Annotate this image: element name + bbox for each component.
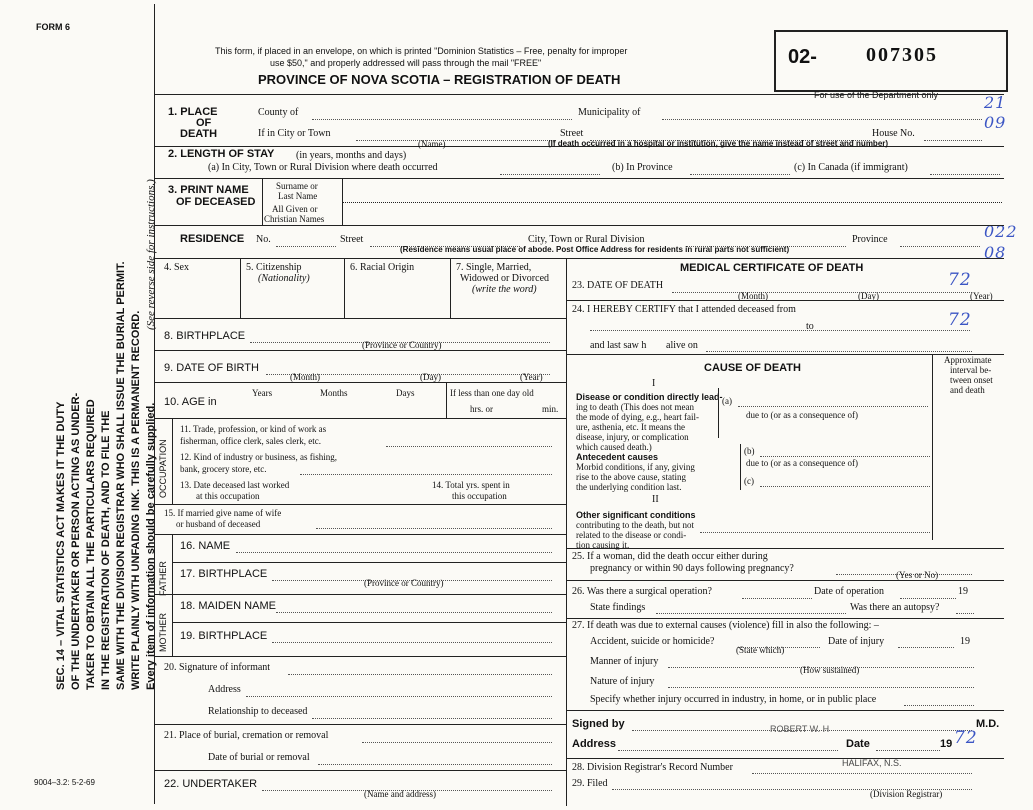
death-year-value: 72 xyxy=(948,270,972,290)
dob-year-caption: (Year) xyxy=(520,372,543,382)
dob-day-caption: (Day) xyxy=(420,372,441,382)
other-conditions-label-2: contributing to the death, but not xyxy=(576,520,694,530)
surname-label: Surname or xyxy=(276,181,318,191)
accident-label: Accident, suicide or homicide? xyxy=(590,636,715,647)
pregnancy-label: 25. If a woman, did the death occur either during xyxy=(572,551,768,562)
manner-label: Manner of injury xyxy=(590,656,659,667)
sidebar-text-3: TAKER TO OBTAIN ALL THE PARTICULARS REQUIRED xyxy=(85,399,97,690)
industry-label-2: bank, grocery store, etc. xyxy=(180,464,267,474)
mother-side-label: MOTHER xyxy=(158,613,168,652)
racial-origin-label: 6. Racial Origin xyxy=(350,262,415,273)
citizenship-label: 5. Citizenship xyxy=(246,262,302,273)
place-label: 1. PLACE xyxy=(168,106,218,118)
last-worked-label: 13. Date deceased last worked xyxy=(180,480,290,490)
occupation-side-label: OCCUPATION xyxy=(158,439,168,498)
surname-label-2: Last Name xyxy=(278,191,318,201)
death-month-caption: (Month) xyxy=(738,291,768,301)
birthplace-caption: (Province or Country) xyxy=(362,340,442,350)
mail-notice-2: use $50," and properly addressed will pass through the mail "FREE" xyxy=(270,58,542,68)
cause-b-due-to-label: due to (or as a consequence of) xyxy=(746,458,858,468)
disease-label-5: disease, injury, or complication xyxy=(576,432,689,442)
disease-label: Disease or condition directly lead- xyxy=(576,392,723,402)
footer-code: 9004–3.2: 5-2-69 xyxy=(34,778,95,787)
sidebar-text-2: OF THE UNDERTAKER OR PERSON ACTING AS UNDER- xyxy=(70,392,82,690)
hospital-note: (If death occurred in a hospital or institution, give the name instead of street and number) xyxy=(548,139,889,148)
industry-label: 12. Kind of industry or business, as fishing, xyxy=(180,452,337,462)
other-conditions-label: Other significant conditions xyxy=(576,510,696,520)
antecedent-label-4: the underlying condition last. xyxy=(576,482,682,492)
father-name-label: 16. NAME xyxy=(180,540,231,552)
sidebar-text-8: (See reverse side for instructions.) xyxy=(145,179,157,330)
residence-province-label: Province xyxy=(852,234,888,245)
interval-label-4: and death xyxy=(950,385,985,395)
sidebar-text-4: IN THE REGISTRATION OF DEATH, AND TO FILE THE xyxy=(100,410,112,690)
filed-label: 29. Filed xyxy=(572,778,608,789)
md-label: M.D. xyxy=(976,718,1000,730)
marital-label-2: Widowed or Divorced xyxy=(460,273,550,284)
medical-address-label: Address xyxy=(572,738,617,750)
interval-label-2: interval be- xyxy=(950,365,992,375)
undertaker-caption: (Name and address) xyxy=(364,789,436,799)
age-years-label: Years xyxy=(252,388,273,398)
sign-year-value: 72 xyxy=(954,728,978,748)
part-one-label: I xyxy=(652,378,656,389)
disease-label-6: which caused death.) xyxy=(576,442,652,452)
municipality-label: Municipality of xyxy=(578,107,641,118)
surgical-label: 26. Was there a surgical operation? xyxy=(572,586,712,597)
certify-label: 24. I HEREBY CERTIFY that I attended deceased from xyxy=(572,304,796,315)
cause-a-due-to-label: due to (or as a consequence of) xyxy=(746,410,858,420)
injury-century: 19 xyxy=(960,636,970,647)
disease-label-4: ure, asthenia, etc. It means the xyxy=(576,422,685,432)
death-day-caption: (Day) xyxy=(858,291,879,301)
frame-left xyxy=(154,4,155,804)
undertaker-label: 22. UNDERTAKER xyxy=(164,778,258,790)
stay-label: 2. LENGTH OF STAY xyxy=(168,148,275,160)
other-conditions-label-3: related to the disease or condi- xyxy=(576,530,687,540)
stay-sub-label: (in years, months and days) xyxy=(296,150,407,161)
father-birthplace-label: 17. BIRTHPLACE xyxy=(180,568,268,580)
death-year-caption: (Year) xyxy=(970,291,993,301)
minutes-label: min. xyxy=(542,404,559,414)
residence-no-label: No. xyxy=(256,234,271,245)
sidebar-text-6: WRITE PLAINLY WITH UNFADING INK. THIS IS A PERMANENT RECORD. xyxy=(130,310,142,690)
dept-code-3: 022 xyxy=(984,222,1018,241)
trade-label: 11. Trade, profession, or kind of work as xyxy=(180,424,327,434)
marital-label-3: (write the word) xyxy=(472,284,537,295)
informant-label: 20. Signature of informant xyxy=(164,662,271,673)
department-use-label: For use of the Department only xyxy=(814,90,939,100)
disease-label-2: ing to death (This does not mean xyxy=(576,402,694,412)
dept-code-1: 21 xyxy=(984,93,1007,112)
alive-on-label: alive on xyxy=(666,340,698,351)
medical-certificate-title: MEDICAL CERTIFICATE OF DEATH xyxy=(680,262,864,274)
marital-label: 7. Single, Married, xyxy=(456,262,532,273)
last-saw-label: and last saw h xyxy=(590,340,647,351)
stay-city-label: (a) In City, Town or Rural Division where death occurred xyxy=(208,162,438,173)
state-which-caption: (State which) xyxy=(736,645,785,655)
age-label: 10. AGE in xyxy=(164,396,217,408)
part-two-label: II xyxy=(652,494,659,505)
dept-code-2: 09 xyxy=(984,113,1007,132)
nature-label: Nature of injury xyxy=(590,676,655,687)
sidebar-text-5: SAME WITH THE DIVISION REGISTRAR WHO SHALL ISSUE THE BURIAL PERMIT. xyxy=(115,261,127,690)
sign-century: 19 xyxy=(940,738,953,750)
dob-label: 9. DATE OF BIRTH xyxy=(164,362,259,374)
spouse-label-2: or husband of deceased xyxy=(176,519,261,529)
specify-label: Specify whether injury occurred in industry, in home, or in public place xyxy=(590,694,877,705)
signed-by-label: Signed by xyxy=(572,718,625,730)
sidebar-text-7: Every item of information should be carefully supplied. xyxy=(145,402,157,690)
relationship-label: Relationship to deceased xyxy=(208,706,308,717)
print-name-label: 3. PRINT NAME xyxy=(168,184,249,196)
attend-year-value: 72 xyxy=(948,310,972,330)
spouse-label: 15. If married give name of wife xyxy=(164,508,282,518)
nationality-label: (Nationality) xyxy=(258,273,310,284)
dept-code-4: 08 xyxy=(984,243,1007,262)
medical-divider xyxy=(566,258,567,806)
county-label: County of xyxy=(258,107,299,118)
cause-a-label: (a) xyxy=(722,396,732,406)
dob-month-caption: (Month) xyxy=(290,372,320,382)
pregnancy-label-2: pregnancy or within 90 days following pregnancy? xyxy=(590,563,794,574)
operation-century: 19 xyxy=(958,586,968,597)
interval-label-3: tween onset xyxy=(950,375,993,385)
residence-city-label: City, Town or Rural Division xyxy=(528,234,645,245)
burial-date-label: Date of burial or removal xyxy=(208,752,310,763)
interval-label: Approximate xyxy=(944,355,992,365)
house-no-label: House No. xyxy=(872,128,915,139)
place-death-label: DEATH xyxy=(180,128,218,140)
trade-label-2: fisherman, office clerk, sales clerk, etc. xyxy=(180,436,322,446)
how-sustained-caption: (How sustained) xyxy=(800,665,860,675)
medical-date-label: Date xyxy=(846,738,870,750)
residence-note: (Residence means usual place of abode. Post Office Address for residents in rural parts not sufficient) xyxy=(400,245,790,254)
registration-number-box xyxy=(774,30,1008,92)
father-birthplace-caption: (Province or Country) xyxy=(364,578,444,588)
age-days-label: Days xyxy=(396,388,415,398)
hours-label: hrs. or xyxy=(470,404,493,414)
informant-address-label: Address xyxy=(208,684,241,695)
cause-c-label: (c) xyxy=(744,476,754,486)
birthplace-label: 8. BIRTHPLACE xyxy=(164,330,246,342)
mother-maiden-label: 18. MAIDEN NAME xyxy=(180,600,276,612)
place-of-label: OF xyxy=(196,117,212,129)
residence-street-label: Street xyxy=(340,234,364,245)
antecedent-label-3: rise to the above cause, stating xyxy=(576,472,686,482)
registration-number: 007305 xyxy=(866,44,938,66)
date-of-operation-label: Date of operation xyxy=(814,586,884,597)
stamp-line-2: HALIFAX, N.S. xyxy=(842,758,902,768)
division-registrar-caption: (Division Registrar) xyxy=(870,789,943,799)
stay-province-label: (b) In Province xyxy=(612,162,673,173)
date-of-death-label: 23. DATE OF DEATH xyxy=(572,280,664,291)
given-label-2: Christian Names xyxy=(264,214,325,224)
city-town-label: If in City or Town xyxy=(258,128,331,139)
disease-label-3: the mode of dying, e.g., heart fail- xyxy=(576,412,699,422)
certify-to-label: to xyxy=(806,321,814,332)
registrar-record-label: 28. Division Registrar's Record Number xyxy=(572,762,733,773)
father-side-label: FATHER xyxy=(158,561,168,596)
antecedent-label: Antecedent causes xyxy=(576,452,659,462)
other-conditions-label-4: tion causing it. xyxy=(576,540,630,550)
pregnancy-yes-no-caption: (Yes or No) xyxy=(896,570,939,580)
total-years-label: 14. Total yrs. spent in xyxy=(432,480,510,490)
stamp-line-1: ROBERT W. H xyxy=(770,724,830,734)
date-of-injury-label: Date of injury xyxy=(828,636,885,647)
mother-birthplace-label: 19. BIRTHPLACE xyxy=(180,630,268,642)
mail-notice-1: This form, if placed in an envelope, on which is printed "Dominion Statistics – Free, penalty for improper xyxy=(215,46,628,56)
given-label: All Given or xyxy=(272,204,318,214)
cause-of-death-title: CAUSE OF DEATH xyxy=(704,362,801,374)
age-months-label: Months xyxy=(320,388,348,398)
street-label: Street xyxy=(560,128,584,139)
sidebar-text-1: SEC. 14 – VITAL STATISTICS ACT MAKES IT THE DUTY xyxy=(55,401,67,690)
name-caption: (Name) xyxy=(418,139,446,149)
form-label: FORM 6 xyxy=(36,22,71,32)
registration-prefix: 02- xyxy=(788,46,817,68)
state-findings-label: State findings xyxy=(590,602,646,613)
last-worked-label-2: at this occupation xyxy=(196,491,260,501)
antecedent-label-2: Morbid conditions, if any, giving xyxy=(576,462,695,472)
cause-b-label: (b) xyxy=(744,446,755,456)
print-name-label-2: OF DECEASED xyxy=(176,196,256,208)
external-causes-label: 27. If death was due to external causes (violence) fill in also the following: – xyxy=(572,620,879,631)
less-than-day-label: If less than one day old xyxy=(450,388,534,398)
form-title: PROVINCE OF NOVA SCOTIA – REGISTRATION OF DEATH xyxy=(258,72,621,87)
residence-label: RESIDENCE xyxy=(180,233,245,245)
total-years-label-2: this occupation xyxy=(452,491,507,501)
autopsy-label: Was there an autopsy? xyxy=(850,602,940,613)
burial-place-label: 21. Place of burial, cremation or removal xyxy=(164,730,329,741)
sex-label: 4. Sex xyxy=(164,262,189,273)
stay-canada-label: (c) In Canada (if immigrant) xyxy=(794,162,908,173)
